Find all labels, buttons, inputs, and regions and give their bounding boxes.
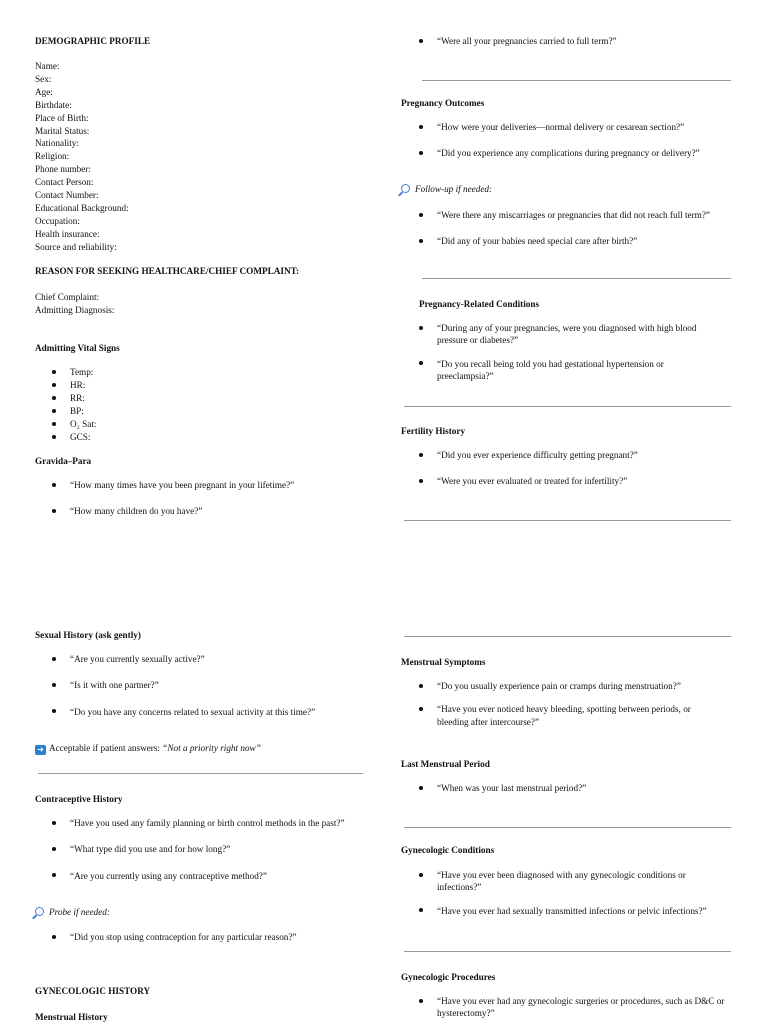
field-insurance: Health insurance:	[35, 228, 100, 239]
list-item: “Were all your pregnancies carried to full term?”	[419, 35, 739, 47]
field-education: Educational Background:	[35, 202, 129, 213]
vitals-title: Admitting Vital Signs	[35, 343, 120, 353]
list-item: “Have you ever been diagnosed with any gynecologic conditions or infections?”	[419, 869, 719, 894]
menstrual-list	[419, 680, 719, 728]
field-phone: Phone number:	[35, 164, 91, 175]
contraceptive-title: Contraceptive History	[35, 794, 123, 804]
arrow-right-icon: ➜	[35, 745, 46, 755]
contraceptive-list	[52, 817, 372, 882]
list-item: “Were you ever evaluated or treated for infertility?”	[419, 475, 739, 487]
magnifier-icon	[35, 907, 44, 916]
lmp-title: Last Menstrual Period	[401, 759, 490, 769]
list-item: “How many children do you have?”	[52, 505, 372, 517]
related-list	[419, 322, 719, 383]
gravida-title: Gravida–Para	[35, 456, 92, 466]
vital-gcs: GCS:	[52, 431, 352, 444]
vitals-list	[52, 366, 352, 444]
list-item: “Are you currently sexually active?”	[52, 653, 372, 665]
probe-note	[35, 906, 110, 918]
followup-label: Follow-up if needed:	[415, 184, 493, 194]
fertility-list	[419, 449, 739, 488]
reason-fields	[35, 291, 114, 317]
field-sex: Sex:	[35, 73, 52, 84]
list-item: “What type did you use and for how long?”	[52, 843, 372, 855]
list-item: “Are you currently using any contraceptive method?”	[52, 870, 372, 882]
divider	[422, 278, 731, 279]
list-item: “Have you ever noticed heavy bleeding, spotting between periods, or bleeding after intercourse?”	[419, 703, 719, 728]
field-contact-number: Contact Number:	[35, 190, 99, 201]
demographic-fields	[35, 60, 129, 254]
vital-rr: RR:	[52, 392, 352, 405]
field-name: Name:	[35, 61, 60, 71]
acceptable-label: Acceptable if patient answers:	[49, 743, 163, 753]
vital-o2sat: O₂ Sat:	[52, 418, 352, 431]
menstrual-title: Menstrual Symptoms	[401, 657, 486, 667]
acceptable-note	[35, 742, 261, 755]
related-title: Pregnancy-Related Conditions	[419, 299, 540, 309]
divider	[404, 406, 731, 407]
vital-bp: BP:	[52, 405, 352, 418]
sexual-title: Sexual History (ask gently)	[35, 630, 141, 640]
fertility-title: Fertility History	[401, 426, 466, 436]
list-item: “Did you ever experience difficulty getting pregnant?”	[419, 449, 739, 461]
list-item: “Were there any miscarriages or pregnancies that did not reach full term?”	[419, 209, 739, 221]
list-item: “Did you stop using contraception for any particular reason?”	[52, 931, 372, 943]
divider	[404, 951, 731, 952]
list-item: “Do you usually experience pain or cramps during menstruation?”	[419, 680, 719, 692]
sexual-list	[52, 653, 372, 718]
field-religion: Religion:	[35, 151, 70, 162]
list-item: “Do you recall being told you had gestational hypertension or preeclampsia?”	[419, 358, 719, 383]
acceptable-quote: “Not a priority right now”	[162, 743, 261, 753]
list-item: “Have you ever had any gynecologic surgeries or procedures, such as D&C or hysterectomy?”	[419, 995, 739, 1020]
outcomes-title: Pregnancy Outcomes	[401, 98, 485, 108]
divider	[38, 773, 363, 774]
field-contact-person: Contact Person:	[35, 177, 94, 188]
demographic-title: DEMOGRAPHIC PROFILE	[35, 36, 151, 46]
list-item: “Did you experience any complications during pregnancy or delivery?”	[419, 147, 739, 159]
field-admitting-diagnosis: Admitting Diagnosis:	[35, 304, 115, 315]
probe-list	[52, 931, 372, 943]
vital-hr: HR:	[52, 379, 352, 392]
vital-temp: Temp:	[52, 366, 352, 379]
divider	[404, 520, 731, 521]
list-item: “When was your last menstrual period?”	[419, 782, 739, 794]
divider	[422, 80, 731, 81]
field-birthdate: Birthdate:	[35, 99, 72, 110]
list-item: “During any of your pregnancies, were you diagnosed with high blood pressure or diabetes?”	[419, 322, 719, 347]
gyn-conditions-title: Gynecologic Conditions	[401, 845, 495, 855]
gyn-history-title: GYNECOLOGIC HISTORY	[35, 986, 151, 996]
field-occupation: Occupation:	[35, 215, 80, 226]
followup-list	[419, 209, 739, 248]
field-source: Source and reliability:	[35, 241, 117, 252]
followup-note	[401, 183, 492, 195]
magnifier-icon	[401, 184, 410, 193]
gravida-list	[52, 479, 372, 518]
top-list	[419, 35, 739, 47]
menstrual-history-subtitle: Menstrual History	[35, 1012, 108, 1022]
list-item: “Have you ever had sexually transmitted infections or pelvic infections?”	[419, 905, 719, 917]
list-item: “Is it with one partner?”	[52, 679, 372, 691]
gyn-procedures-title: Gynecologic Procedures	[401, 972, 496, 982]
field-place-of-birth: Place of Birth:	[35, 112, 89, 123]
outcomes-list	[419, 121, 739, 160]
gyn-procedures-list	[419, 995, 739, 1020]
divider	[404, 636, 731, 637]
field-chief-complaint: Chief Complaint:	[35, 292, 100, 302]
gyn-conditions-list	[419, 869, 719, 917]
list-item: “Do you have any concerns related to sexual activity at this time?”	[52, 706, 372, 718]
list-item: “How many times have you been pregnant in your lifetime?”	[52, 479, 372, 491]
divider	[404, 827, 731, 828]
field-nationality: Nationality:	[35, 138, 79, 149]
list-item: “How were your deliveries—normal delivery or cesarean section?”	[419, 121, 739, 133]
reason-title: REASON FOR SEEKING HEALTHCARE/CHIEF COMPLAINT:	[35, 266, 300, 276]
field-marital-status: Marital Status:	[35, 125, 90, 136]
list-item: “Did any of your babies need special care after birth?”	[419, 235, 739, 247]
list-item: “Have you used any family planning or birth control methods in the past?”	[52, 817, 372, 829]
field-age: Age:	[35, 86, 53, 97]
probe-label: Probe if needed:	[49, 907, 110, 917]
lmp-list	[419, 782, 739, 794]
